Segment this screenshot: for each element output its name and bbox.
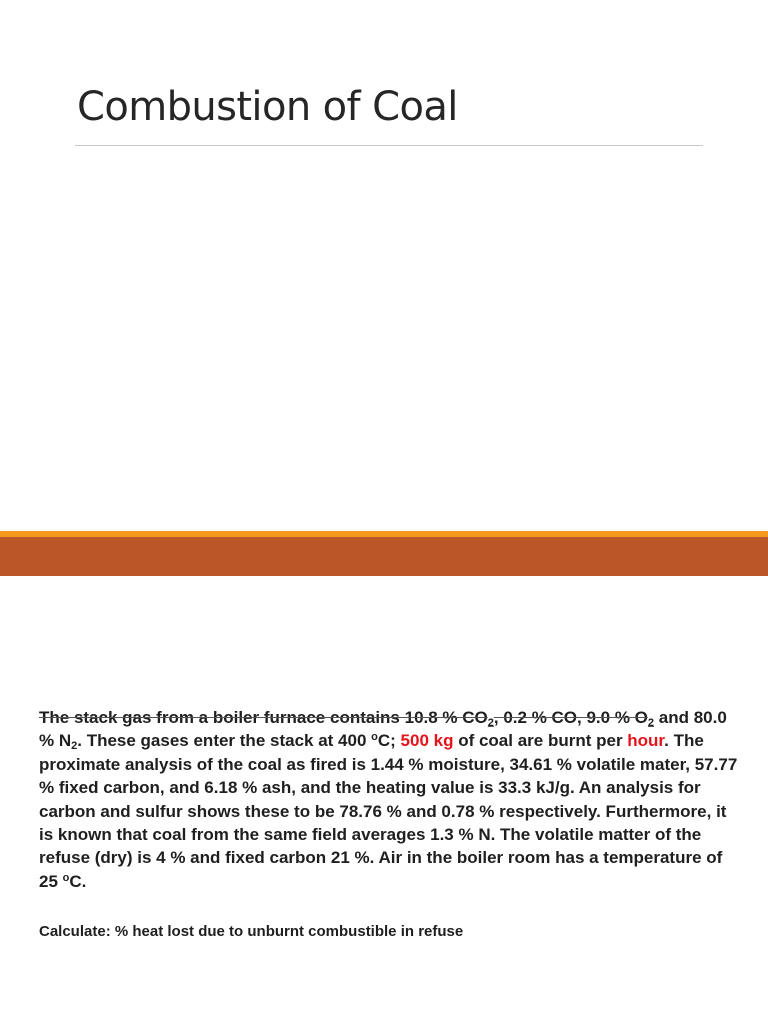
problem-text: . The proximate analysis of the coal as fired is 1.44 % moisture, 34.61 % volatile mater, 57.77 % fixed carbon, and 6.18 % ash, and the heating value is 33.3 kJ/g. An analysis for carbon and sulfur shows these to be 78.76 % and 0.78 % respectively. Furthermore, it is known that coal from the same field averages 1.3 % N. The volatile matter of the refuse (dry) is 4 % and fixed carbon 21 %. Air in the boiler room has a temperature of 25 bbox=[39, 731, 738, 891]
problem-text: , 0.2 % CO, 9.0 % O bbox=[493, 708, 648, 727]
highlight-mass: 500 kg bbox=[400, 731, 454, 751]
subscript: 2 bbox=[647, 717, 655, 729]
superscript: o bbox=[62, 871, 70, 884]
calculate-prompt: Calculate: % heat lost due to unburnt combustible in refuse bbox=[39, 923, 464, 940]
highlight-time: hour bbox=[627, 731, 665, 751]
subscript: 2 bbox=[71, 740, 78, 753]
problem-text: and 80.0 % N bbox=[39, 708, 727, 751]
superscript: o bbox=[371, 731, 378, 744]
title-divider bbox=[75, 145, 703, 146]
slide-title: Combustion of Coal bbox=[77, 84, 458, 130]
accent-band bbox=[0, 537, 768, 576]
problem-text: C; bbox=[377, 731, 401, 751]
problem-first-line bbox=[39, 708, 654, 727]
problem-text: C. bbox=[69, 871, 87, 891]
problem-statement bbox=[39, 706, 739, 893]
problem-text: The stack gas from a boiler furnace contains 10.8 % CO bbox=[39, 708, 488, 727]
problem-text: . These gases enter the stack at 400 bbox=[77, 731, 372, 751]
subscript: 2 bbox=[487, 717, 494, 729]
problem-text: of coal are burnt per bbox=[453, 731, 628, 751]
